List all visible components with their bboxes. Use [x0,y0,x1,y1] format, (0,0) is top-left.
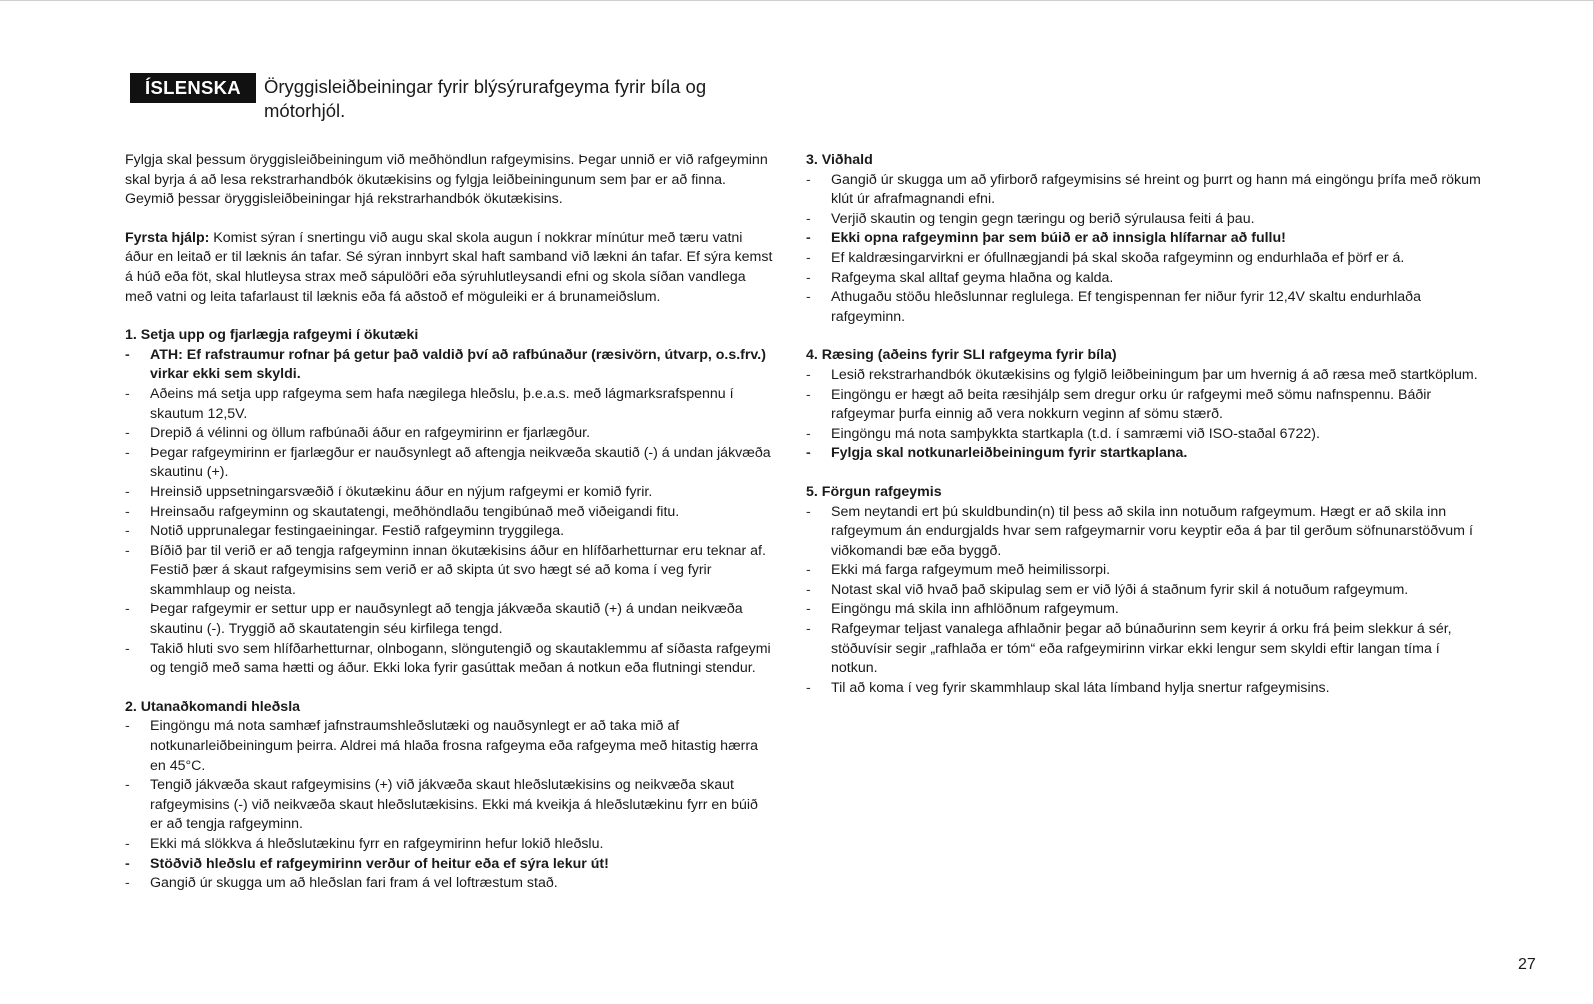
list-item: - Lesið rekstrarhandbók ökutækisins og fylgið leiðbeiningum þar um hvernig á að ræsa með startköplum. [806,366,1486,386]
list-item: - Bíðið þar til verið er að tengja rafgeyminn innan ökutækisins áður en hlífðarhetturnar eru teknar af. Festið þær á skaut rafgeymisins sem verið er að skipta út svo hægt sé að koma í veg fyrir skammhlaup og neista. [125,542,773,601]
section-1-heading: 1. Setja upp og fjarlægja rafgeymi í ökutæki [125,327,419,344]
page-edge-top [0,0,1594,1]
list-item: - Stöðvið hleðslu ef rafgeymirinn verður of heitur eða ef sýra lekur út! [125,855,773,875]
list-item: - Tengið jákvæða skaut rafgeymisins (+) við jákvæða skaut hleðslutækisins og neikvæða skaut rafgeymisins (-) við neikvæða skaut hleðslutækisins. Ekki má kveikja á hleðslutækinu fyrr en búið er að tengja rafgeyminn. [125,776,773,835]
list-item: - Hreinsaðu rafgeyminn og skautatengi, meðhöndlaðu tengibúnað með viðeigandi fitu. [125,503,773,523]
list-item: - Eingöngu má nota samþykkta startkapla (t.d. í samræmi við ISO-staðal 6722). [806,425,1486,445]
list-item: - Notið upprunalegar festingaeiningar. Festið rafgeyminn tryggilega. [125,522,773,542]
right-column [806,151,1486,698]
list-item: - Rafgeyma skal alltaf geyma hlaðna og kalda. [806,269,1486,289]
section-3-list [806,171,1486,328]
list-item: - Drepið á vélinni og öllum rafbúnaði áður en rafgeymirinn er fjarlægður. [125,424,773,444]
list-item: - Ekki má slökkva á hleðslutækinu fyrr en rafgeymirinn hefur lokið hleðslu. [125,835,773,855]
list-item: - Takið hluti svo sem hlífðarhetturnar, olnbogann, slöngutengið og skautaklemmu af síðasta rafgeymi og tengið með sama hætti og áður. Ekki loka fyrir gasúttak meðan á notkun eða flutningi stendur. [125,640,773,679]
language-badge: ÍSLENSKA [130,73,256,103]
list-item: - Eingöngu er hægt að beita ræsihjálp sem dregur orku úr rafgeymi með sömu nafnspennu. Báðir rafgeymar þurfa einnig að vera nokkurn veginn af sömu stærð. [806,386,1486,425]
section-5-heading: 5. Förgun rafgeymis [806,483,942,500]
list-item: - Ekki má farga rafgeymum með heimilissorpi. [806,561,1486,581]
first-aid-label: Fyrsta hjálp: [125,229,210,246]
list-item: - Hreinsið uppsetningarsvæðið í ökutækinu áður en nýjum rafgeymi er komið fyrir. [125,483,773,503]
list-item: - Verjið skautin og tengin gegn tæringu og berið sýrulausa feiti á þau. [806,210,1486,230]
list-item: - Notast skal við hvað það skipulag sem er við lýði á staðnum fyrir skil á notuðum rafgeymum. [806,581,1486,601]
list-item: - ATH: Ef rafstraumur rofnar þá getur það valdið því að rafbúnaður (ræsivörn, útvarp, o.s.frv.) virkar ekki sem skyldi. [125,346,773,385]
first-aid-paragraph [125,229,773,307]
section-4-list [806,366,1486,464]
section-2-heading: 2. Utanaðkomandi hleðsla [125,698,301,715]
list-item: - Til að koma í veg fyrir skammhlaup skal láta límband hylja snertur rafgeymisins. [806,679,1486,699]
intro-paragraph: Fylgja skal þessum öryggisleiðbeiningum við meðhöndlun rafgeymisins. Þegar unnið er við rafgeyminn skal byrja á að lesa rekstrarhandbók ökutækisins og fylgja leiðbeiningunum sem þar er að finna. Geymið þessar öryggisleiðbeiningar hjá rekstrarhandbók ökutækisins. [125,152,768,208]
first-aid-text: Komist sýran í snertingu við augu skal skola augun í nokkrar mínútur með tæru vatni áður en leitað er til læknis án tafar. Sé sýran innbyrt skal haft samband við lækni án tafar. Ef sýra kemst á húð eða föt, skal hlutleysa strax með sápulöðri eða sýruhlutleysandi efni og skola síðan vandlega með vatni og leita tafarlaust til læknis eða fá aðstoð ef möguleiki er á brunameiðslum. [125,229,773,305]
list-item: - Gangið úr skugga um að hleðslan fari fram á vel loftræstum stað. [125,874,773,894]
section-2-list [125,717,773,893]
list-item: - Aðeins má setja upp rafgeyma sem hafa nægilega hleðslu, þ.e.a.s. með lágmarksrafspennu í skautum 12,5V. [125,385,773,424]
list-item: - Ef kaldræsingarvirkni er ófullnægjandi þá skal skoða rafgeyminn og endurhlaða ef þörf er á. [806,249,1486,269]
list-item: - Athugaðu stöðu hleðslunnar reglulega. Ef tengispennan fer niður fyrir 12,4V skaltu endurhlaða rafgeyminn. [806,288,1486,327]
list-item: - Fylgja skal notkunarleiðbeiningum fyrir startkaplana. [806,444,1486,464]
section-5-list [806,503,1486,699]
page-number: 27 [1518,956,1536,973]
section-4-heading: 4. Ræsing (aðeins fyrir SLI rafgeyma fyrir bíla) [806,347,1117,364]
list-item: - Þegar rafgeymir er settur upp er nauðsynlegt að tengja jákvæða skautið (+) á undan neikvæða skautinu (-). Tryggið að skautatengin séu kirfilega tengd. [125,600,773,639]
list-item: - Ekki opna rafgeyminn þar sem búið er að innsigla hlífarnar að fullu! [806,229,1486,249]
section-3-heading: 3. Viðhald [806,152,873,168]
list-item: - Sem neytandi ert þú skuldbundin(n) til þess að skila inn notuðum rafgeymum. Hægt er að skila inn rafgeymum án endurgjalds hvar sem rafgeymarnir voru keyptir eða á þar til gerðum söfnunarstöðvum í viðkomandi bæ eða byggð. [806,503,1486,562]
list-item: - Gangið úr skugga um að yfirborð rafgeymisins sé hreint og þurrt og hann má eingöngu þrífa með rökum klút úr afrafmagnandi efni. [806,171,1486,210]
document-title: Öryggisleiðbeiningar fyrir blýsýrurafgeyma fyrir bíla og mótorhjól. [264,76,707,121]
list-item: - Rafgeymar teljast vanalega afhlaðnir þegar að búnaðurinn sem keyrir á orku frá þeim slekkur á sér, stöðuvísir segir „rafhlaða er tóm“ eða rafgeymirinn virkar ekki lengur sem skyldi eftir langan tíma í notkun. [806,620,1486,679]
list-item: - Þegar rafgeymirinn er fjarlægður er nauðsynlegt að aftengja neikvæða skautið (-) á undan jákvæða skautinu (+). [125,444,773,483]
list-item: - Eingöngu má nota samhæf jafnstraumshleðslutæki og nauðsynlegt er að taka mið af notkunarleiðbeiningum þeirra. Aldrei má hlaða frosna rafgeyma eða rafgeyma með hitastig hærra en 45°C. [125,717,773,776]
list-item: - Eingöngu má skila inn afhlöðnum rafgeymum. [806,600,1486,620]
left-column [125,151,773,894]
section-1-list [125,346,773,679]
